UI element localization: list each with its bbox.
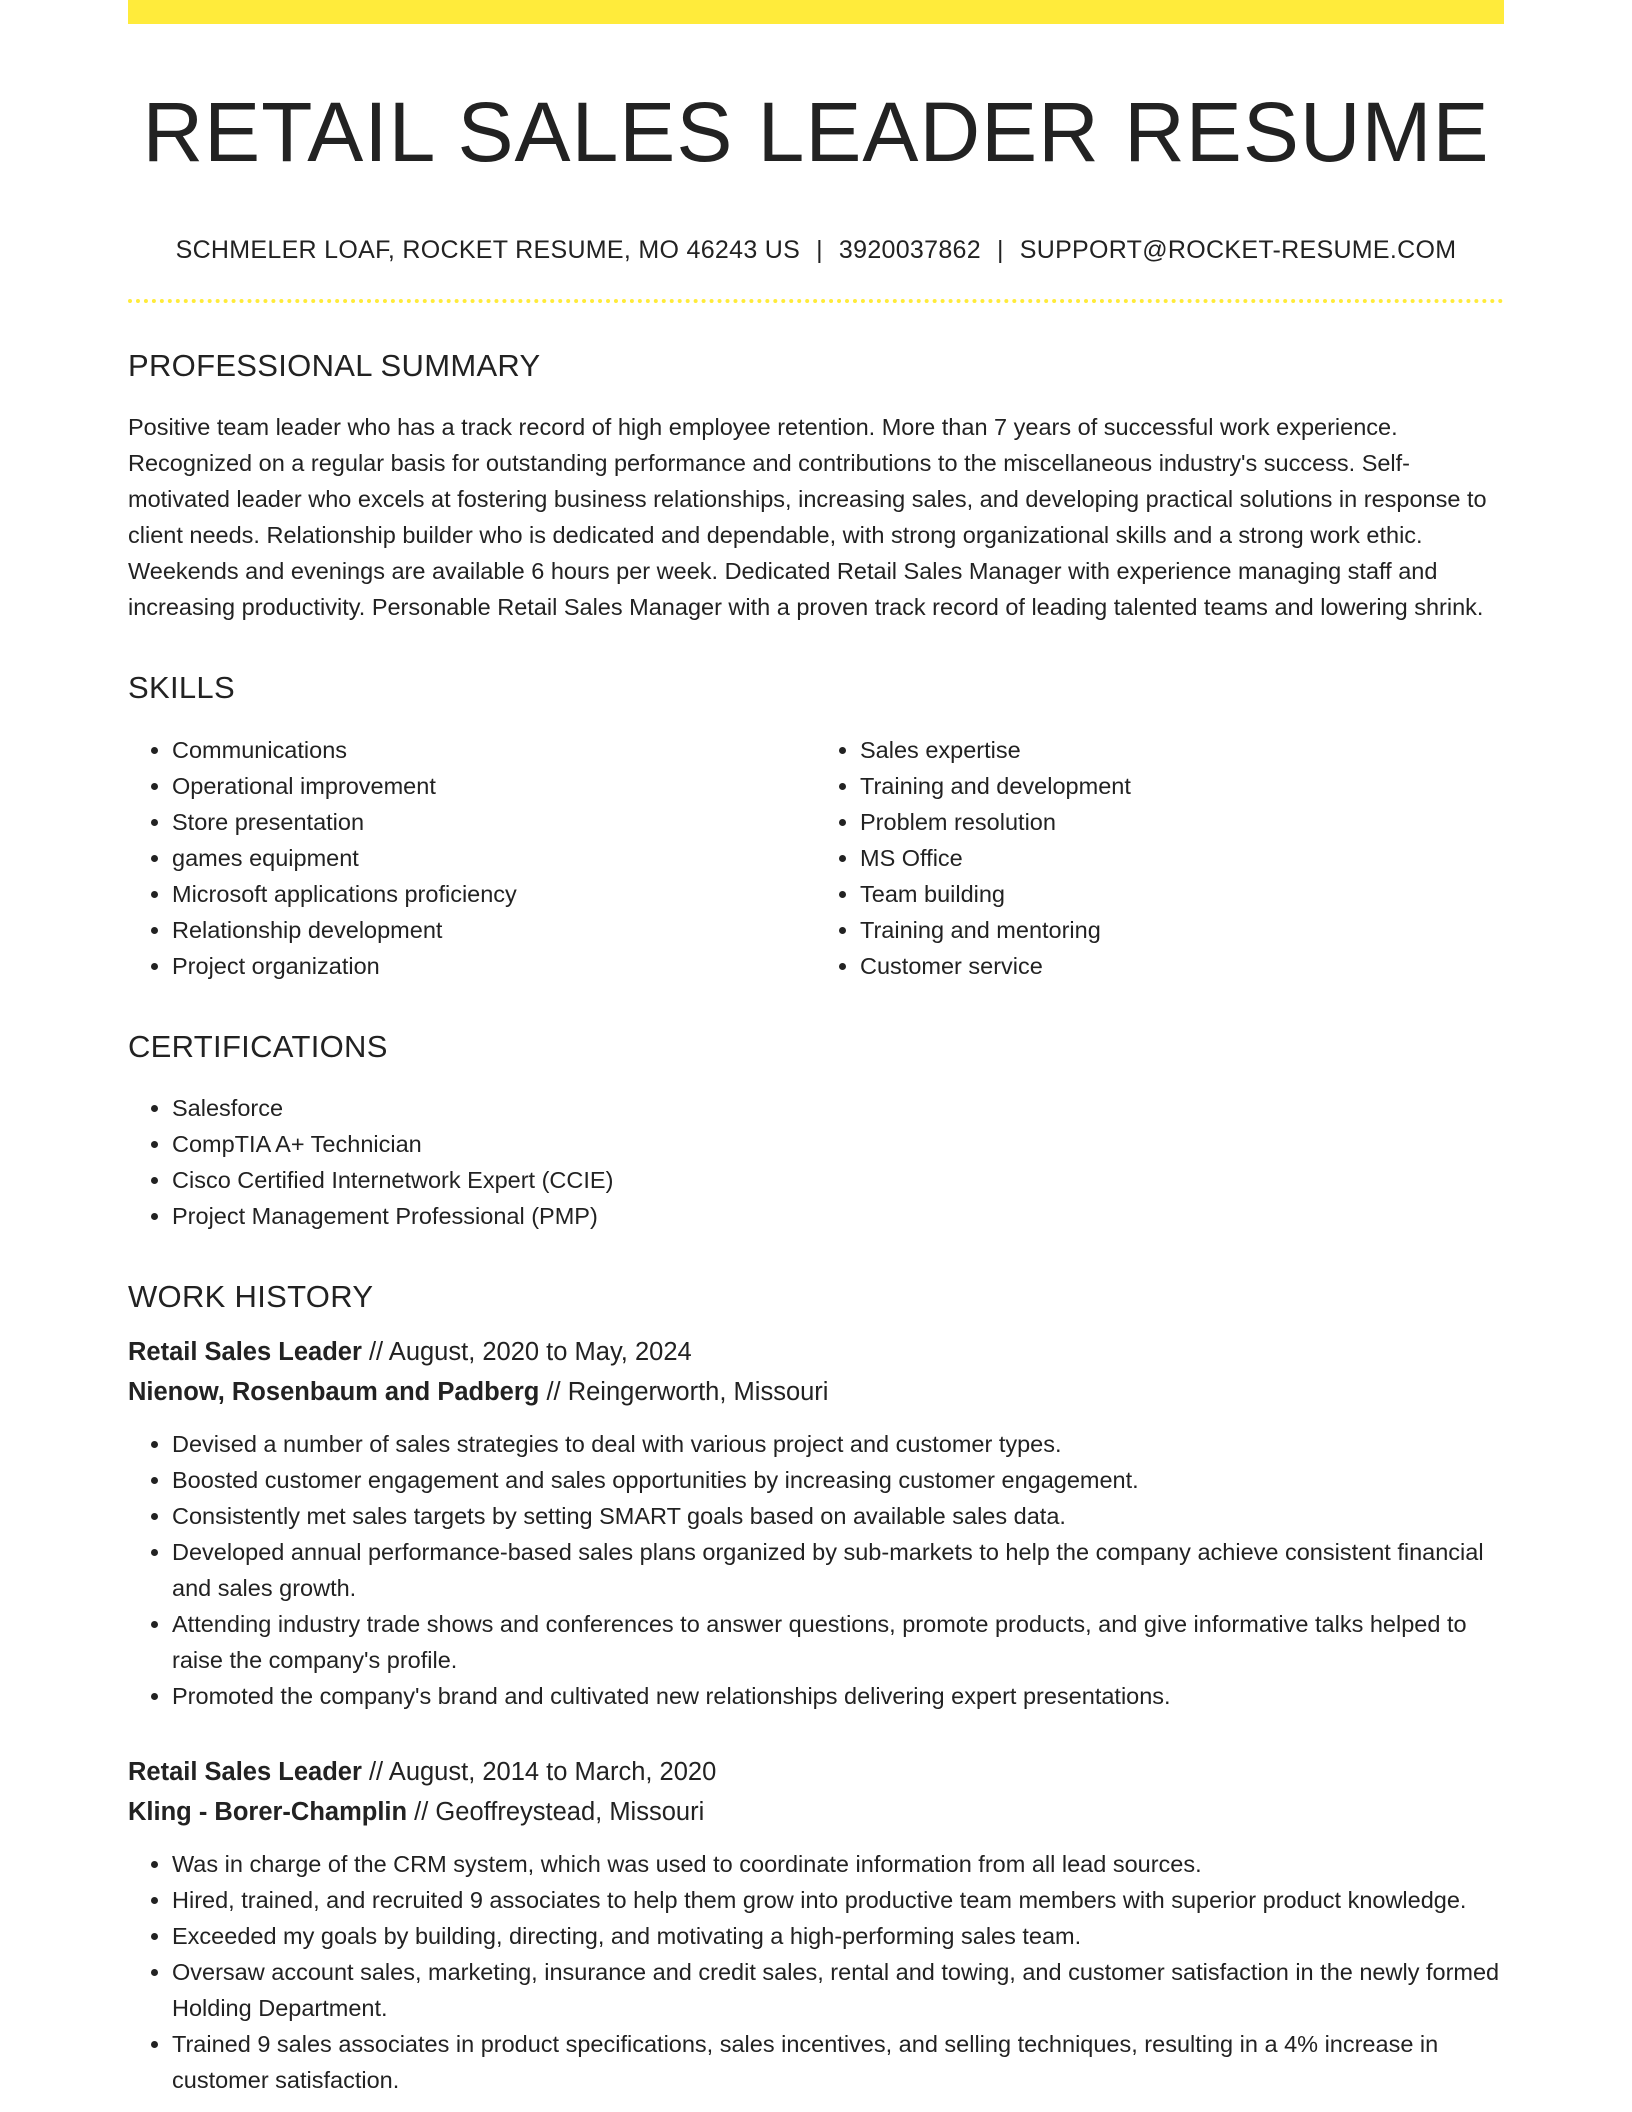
skills-heading: SKILLS bbox=[128, 670, 235, 706]
skill-item: • Team building bbox=[860, 876, 1504, 912]
skill-item: • Store presentation bbox=[172, 804, 816, 840]
skill-item: • Sales expertise bbox=[860, 732, 1504, 768]
summary-heading: PROFESSIONAL SUMMARY bbox=[128, 348, 541, 384]
job-location: // Geoffreystead, Missouri bbox=[407, 1797, 705, 1826]
job-bullet: • Attending industry trade shows and conferences to answer questions, promote products, and give informative talks helped to raise the company's profile. bbox=[172, 1606, 1504, 1678]
job-entry bbox=[128, 1332, 1504, 1714]
certifications-list bbox=[128, 1090, 1504, 1234]
contact-separator: | bbox=[996, 236, 1004, 265]
job-title: Retail Sales Leader bbox=[128, 1757, 362, 1786]
job-bullet: • Hired, trained, and recruited 9 associates to help them grow into productive team members with superior product knowledge. bbox=[172, 1882, 1504, 1918]
contact-line bbox=[128, 236, 1504, 265]
job-company-line bbox=[128, 1792, 1504, 1832]
contact-separator: | bbox=[816, 236, 823, 265]
certification-item: • CompTIA A+ Technician bbox=[172, 1126, 1504, 1162]
certification-item: • Cisco Certified Internetwork Expert (CCIE) bbox=[172, 1162, 1504, 1198]
skill-item: • games equipment bbox=[172, 840, 816, 876]
resume-page bbox=[128, 0, 1504, 2098]
job-bullet: • Exceeded my goals by building, directing, and motivating a high-performing sales team. bbox=[172, 1918, 1504, 1954]
skill-item: • Problem resolution bbox=[860, 804, 1504, 840]
job-bullet: • Consistently met sales targets by setting SMART goals based on available sales data. bbox=[172, 1498, 1504, 1534]
job-bullet: • Developed annual performance-based sales plans organized by sub-markets to help the company achieve consistent financial and sales growth. bbox=[172, 1534, 1504, 1606]
skill-item: • Operational improvement bbox=[172, 768, 816, 804]
skills-list-right bbox=[816, 732, 1504, 984]
skill-item: • Training and development bbox=[860, 768, 1504, 804]
job-dates: // August, 2014 to March, 2020 bbox=[361, 1757, 717, 1786]
job-location: // Reingerworth, Missouri bbox=[539, 1377, 829, 1406]
job-dates: // August, 2020 to May, 2024 bbox=[361, 1337, 692, 1366]
work-history-heading: WORK HISTORY bbox=[128, 1278, 374, 1314]
job-bullets bbox=[128, 1846, 1504, 2098]
job-bullet: • Promoted the company's brand and cultivated new relationships delivering expert presentations. bbox=[172, 1678, 1504, 1714]
job-company-line bbox=[128, 1372, 1504, 1412]
summary-text: Positive team leader who has a track record of high employee retention. More than 7 years of successful work experience. Recognized on a regular basis for outstanding performance and contributions to the miscellaneous industry's success. Self-motivated leader who excels at fostering business relationships, increasing sales, and developing practical solutions in response to client needs. Relationship builder who is dedicated and dependable, with strong organizational skills and a strong work ethic. Weekends and evenings are available 6 hours per week. Dedicated Retail Sales Manager with experience managing staff and increasing productivity. Personable Retail Sales Manager with a proven track record of leading talented teams and lowering shrink. bbox=[128, 414, 1487, 621]
job-title: Retail Sales Leader bbox=[128, 1337, 362, 1366]
skill-item: • Relationship development bbox=[172, 912, 816, 948]
contact-address: SCHMELER LOAF, ROCKET RESUME, MO 46243 US bbox=[175, 236, 801, 265]
header-divider bbox=[128, 299, 1504, 303]
job-title-line bbox=[128, 1752, 1504, 1792]
skill-item: • Microsoft applications proficiency bbox=[172, 876, 816, 912]
job-bullet: • Was in charge of the CRM system, which was used to coordinate information from all lead sources. bbox=[172, 1846, 1504, 1882]
job-company: Nienow, Rosenbaum and Padberg bbox=[128, 1377, 540, 1406]
certification-item: • Project Management Professional (PMP) bbox=[172, 1198, 1504, 1234]
page-title: RETAIL SALES LEADER RESUME bbox=[142, 85, 1490, 179]
job-company: Kling - Borer-Champlin bbox=[128, 1797, 408, 1826]
job-bullet: • Trained 9 sales associates in product specifications, sales incentives, and selling techniques, resulting in a 4% increase in customer satisfaction. bbox=[172, 2026, 1504, 2098]
job-bullet: • Boosted customer engagement and sales opportunities by increasing customer engagement. bbox=[172, 1462, 1504, 1498]
job-bullet: • Oversaw account sales, marketing, insurance and credit sales, rental and towing, and customer satisfaction in the newly formed Holding Department. bbox=[172, 1954, 1504, 2026]
certifications-heading: CERTIFICATIONS bbox=[128, 1028, 388, 1064]
skill-item: • Customer service bbox=[860, 948, 1504, 984]
skills-columns bbox=[128, 732, 1504, 984]
skill-item: • Communications bbox=[172, 732, 816, 768]
skill-item: • Training and mentoring bbox=[860, 912, 1504, 948]
job-entry bbox=[128, 1752, 1504, 2098]
certification-item: • Salesforce bbox=[172, 1090, 1504, 1126]
top-accent-bar bbox=[128, 0, 1504, 24]
job-bullets bbox=[128, 1426, 1504, 1714]
skill-item: • MS Office bbox=[860, 840, 1504, 876]
job-title-line bbox=[128, 1332, 1504, 1372]
job-bullet: • Devised a number of sales strategies to deal with various project and customer types. bbox=[172, 1426, 1504, 1462]
skills-list-left bbox=[128, 732, 816, 984]
skill-item: • Project organization bbox=[172, 948, 816, 984]
contact-email: SUPPORT@ROCKET-RESUME.COM bbox=[1019, 236, 1457, 265]
contact-phone: 3920037862 bbox=[838, 236, 981, 265]
